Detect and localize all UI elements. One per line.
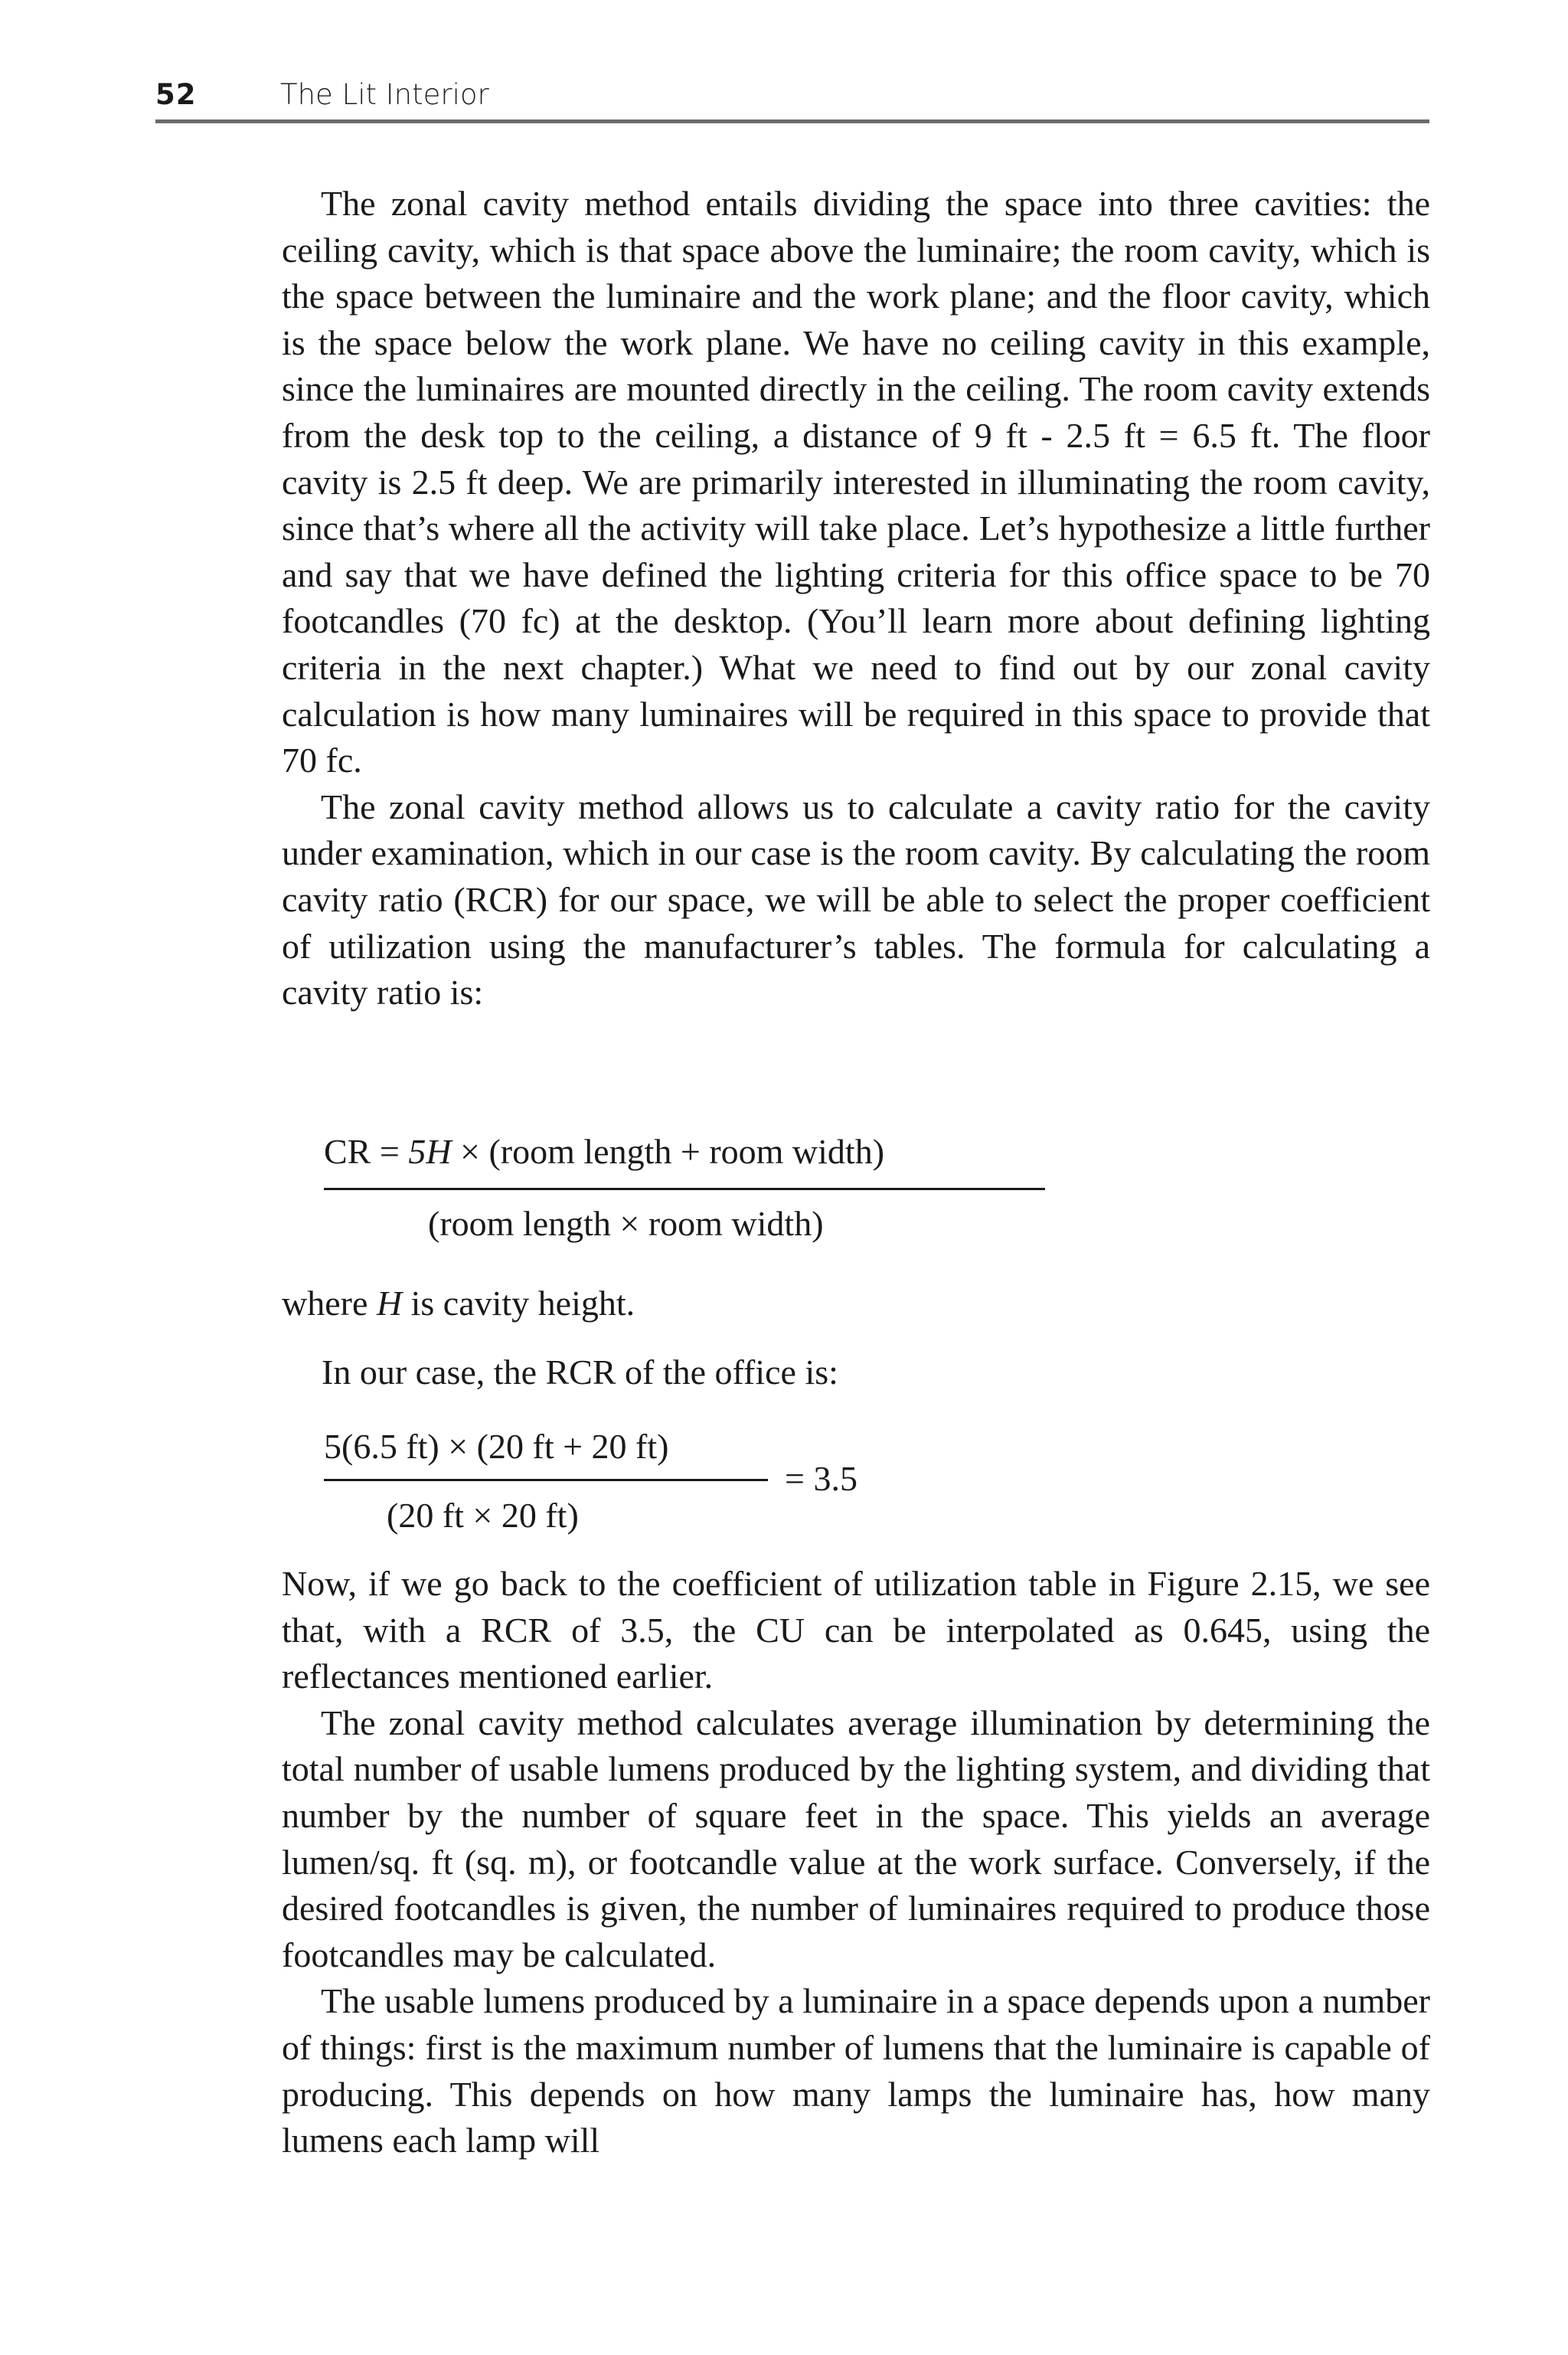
- page-number: 52: [155, 78, 197, 111]
- paragraph-cavity-ratio: The zonal cavity method allows us to calculate a cavity ratio for the cavity under examination, which in our case is the room cavity. By calculating the room cavity ratio (RCR) for our space, we will be able to select the proper coefficient of utilization using the manufacturer’s tables. The formula for calculating a cavity ratio is:: [282, 787, 1430, 1012]
- running-head: [155, 74, 1429, 123]
- formula-numerator-rest: × (room length + room width): [460, 1132, 885, 1171]
- rcr-result: = 3.5: [785, 1459, 858, 1498]
- rcr-numerator: 5(6.5 ft) × (20 ft + 20 ft): [324, 1427, 669, 1466]
- var-h: H: [376, 1284, 403, 1323]
- body-text-bottom: [282, 1561, 1430, 2164]
- running-title: The Lit Interior: [280, 78, 489, 111]
- body-text-top: [282, 181, 1430, 1016]
- rcr-fraction-bar: [324, 1479, 768, 1481]
- fraction-bar: [324, 1188, 1045, 1190]
- paragraph-cu-interpolated: Now, if we go back to the coefficient of utilization table in Figure 2.15, we see that, with a RCR of 3.5, the CU can be interpolated as 0.645, using the reflectances mentioned earlier.: [282, 1564, 1430, 1696]
- rcr-denominator: (20 ft × 20 ft): [387, 1496, 579, 1535]
- formula-var-5h: 5H: [408, 1132, 452, 1171]
- paragraph-average-illumination: The zonal cavity method calculates average illumination by determining the total number of usable lumens produced by the lighting system, and dividing that number by the number of square feet in the space. This yields an average lumen/sq. ft (sq. m), or footcandle value at the work surface. Conversely, if the desired footcandles is given, the number of luminaires required to produce those footcandles may be calculated.: [282, 1702, 1430, 1974]
- paragraph-usable-lumens: The usable lumens produced by a luminaire in a space depends upon a number of things: first is the maximum number of lumens that the luminaire is capable of producing. This depends on how many lamps the luminaire has, how many lumens each lamp will: [282, 1981, 1430, 2160]
- formula-lhs: CR =: [324, 1132, 400, 1171]
- formula-denominator: (room length × room width): [428, 1204, 824, 1243]
- paragraph-zonal-cavity: The zonal cavity method entails dividing the space into three cavities: the ceiling cavity, which is that space above the luminaire; the room cavity, which is the space between the luminaire and the work plane; and the floor cavity, which is the space below the work plane. We have no ceiling cavity in this example, since the luminaires are mounted directly in the ceiling. The room cavity extends from the desk top to the ceiling, a distance of 9 ft - 2.5 ft = 6.5 ft. The floor cavity is 2.5 ft deep. We are primarily interested in illuminating the room cavity, since that’s where all the activity will take place. Let’s hypothesize a little further and say that we have defined the lighting criteria for this office space to be 70 footcandles (70 fc) at the desktop. (You’ll learn more about defining lighting criteria in the next chapter.) What we need to find out by our zonal cavity calculation is how many luminaires will be required in this space to provide that 70 fc.: [282, 184, 1430, 780]
- formula-numerator: [324, 1130, 884, 1173]
